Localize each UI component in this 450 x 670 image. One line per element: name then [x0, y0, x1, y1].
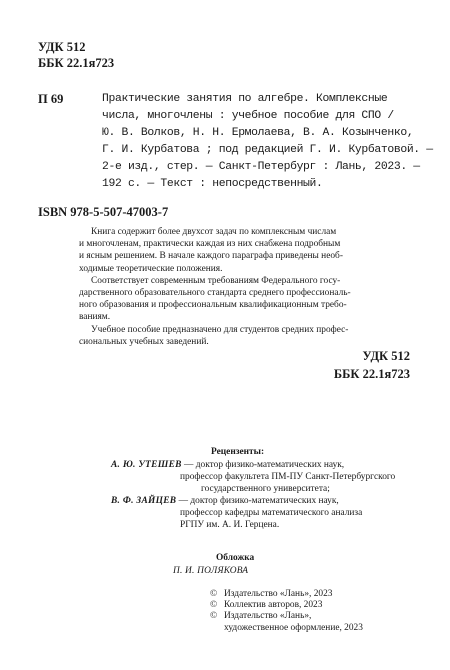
reviewer-2-position: профессор кафедры математического анализа [180, 508, 363, 518]
abstract-line: ходимые теоретические положения. [79, 263, 223, 274]
copyright-notices [210, 589, 363, 634]
reviewer-1-degree: — доктор физико-математических наук, [181, 460, 345, 470]
copyright-continuation: художественное оформление, 2023 [224, 622, 363, 633]
cover-title: Обложка [216, 553, 255, 563]
bibliographic-description [102, 91, 448, 193]
abstract-paragraph [79, 275, 411, 324]
abstract-line: Учебное пособие предназначено для студентов средних профес- [91, 324, 349, 335]
reviewer-1-line [111, 459, 344, 471]
top-classification [38, 39, 114, 71]
copyright-text: Издательство «Лань», 2023 [224, 589, 333, 599]
bbk-code: ББК 22.1я723 [333, 367, 410, 381]
biblio-line: Ю. В. Волков, Н. Н. Ермолаева, В. А. Козынченко, [102, 127, 414, 139]
biblio-line: Практические занятия по алгебре. Комплексные [102, 93, 388, 105]
isbn: ISBN 978-5-507-47003-7 [38, 205, 169, 219]
reviewer-2-line [111, 495, 339, 507]
author-mark: П 69 [38, 92, 64, 106]
copyright-symbol: © [210, 589, 218, 599]
bbk-code: ББК 22.1я723 [38, 56, 115, 70]
copyright-symbol: © [210, 611, 218, 622]
abstract [79, 226, 411, 348]
abstract-paragraph [79, 226, 411, 275]
copyright-symbol: © [210, 600, 218, 611]
reviewer-2-degree: — доктор физико-математических наук, [176, 496, 339, 506]
copyright-text: Коллектив авторов, 2023 [224, 600, 323, 611]
abstract-line: ного образования и профессиональным квалификационным требо- [79, 300, 347, 311]
reviewer-2-affiliation: РГПУ им. А. И. Герцена. [180, 520, 280, 530]
abstract-line: Соответствует современным требованиям Федерального госу- [91, 275, 341, 286]
abstract-paragraph [79, 324, 411, 348]
copyright-row [210, 611, 363, 622]
copyright-row [210, 589, 363, 600]
reviewer-1-name: А. Ю. УТЕШЕВ [111, 460, 182, 470]
biblio-line: 2-е изд., стер. — Санкт-Петербург : Лань, 2023. — [102, 161, 420, 173]
biblio-line: Г. И. Курбатова ; под редакцией Г. И. Курбатовой. — [102, 144, 433, 156]
abstract-line: сиональных учебных заведений. [79, 336, 209, 347]
abstract-line: и многочленам, практически каждая из них снабжена подробным [79, 239, 341, 250]
abstract-line: Книга содержит более двухсот задач по комплексным числам [91, 227, 337, 237]
reviewer-2-name: В. Ф. ЗАЙЦЕВ [111, 496, 177, 506]
copyright-text: Издательство «Лань», [224, 611, 312, 622]
reviewer-1-affiliation: государственного университета; [201, 484, 330, 494]
abstract-line: и ясным решением. В начале каждого параграфа приведены необ- [79, 251, 343, 262]
cover-designer: П. И. ПОЛЯКОВА [173, 566, 249, 576]
biblio-line: числа, многочлены : учебное пособие для СПО / [102, 110, 394, 122]
abstract-line: дарственного образовательного стандарта среднего профессиональ- [79, 288, 351, 299]
udk-code: УДК 512 [362, 349, 410, 363]
reviewer-1-position: профессор факультета ПМ-ПУ Санкт-Петербургского [180, 472, 396, 482]
copyright-row [210, 600, 363, 611]
reviewers-title: Рецензенты: [211, 447, 265, 457]
biblio-line: 192 с. — Текст : непосредственный. [102, 178, 323, 190]
abstract-line: ваниям. [79, 312, 111, 323]
udk-code: УДК 512 [38, 40, 86, 54]
bottom-classification [334, 347, 410, 383]
